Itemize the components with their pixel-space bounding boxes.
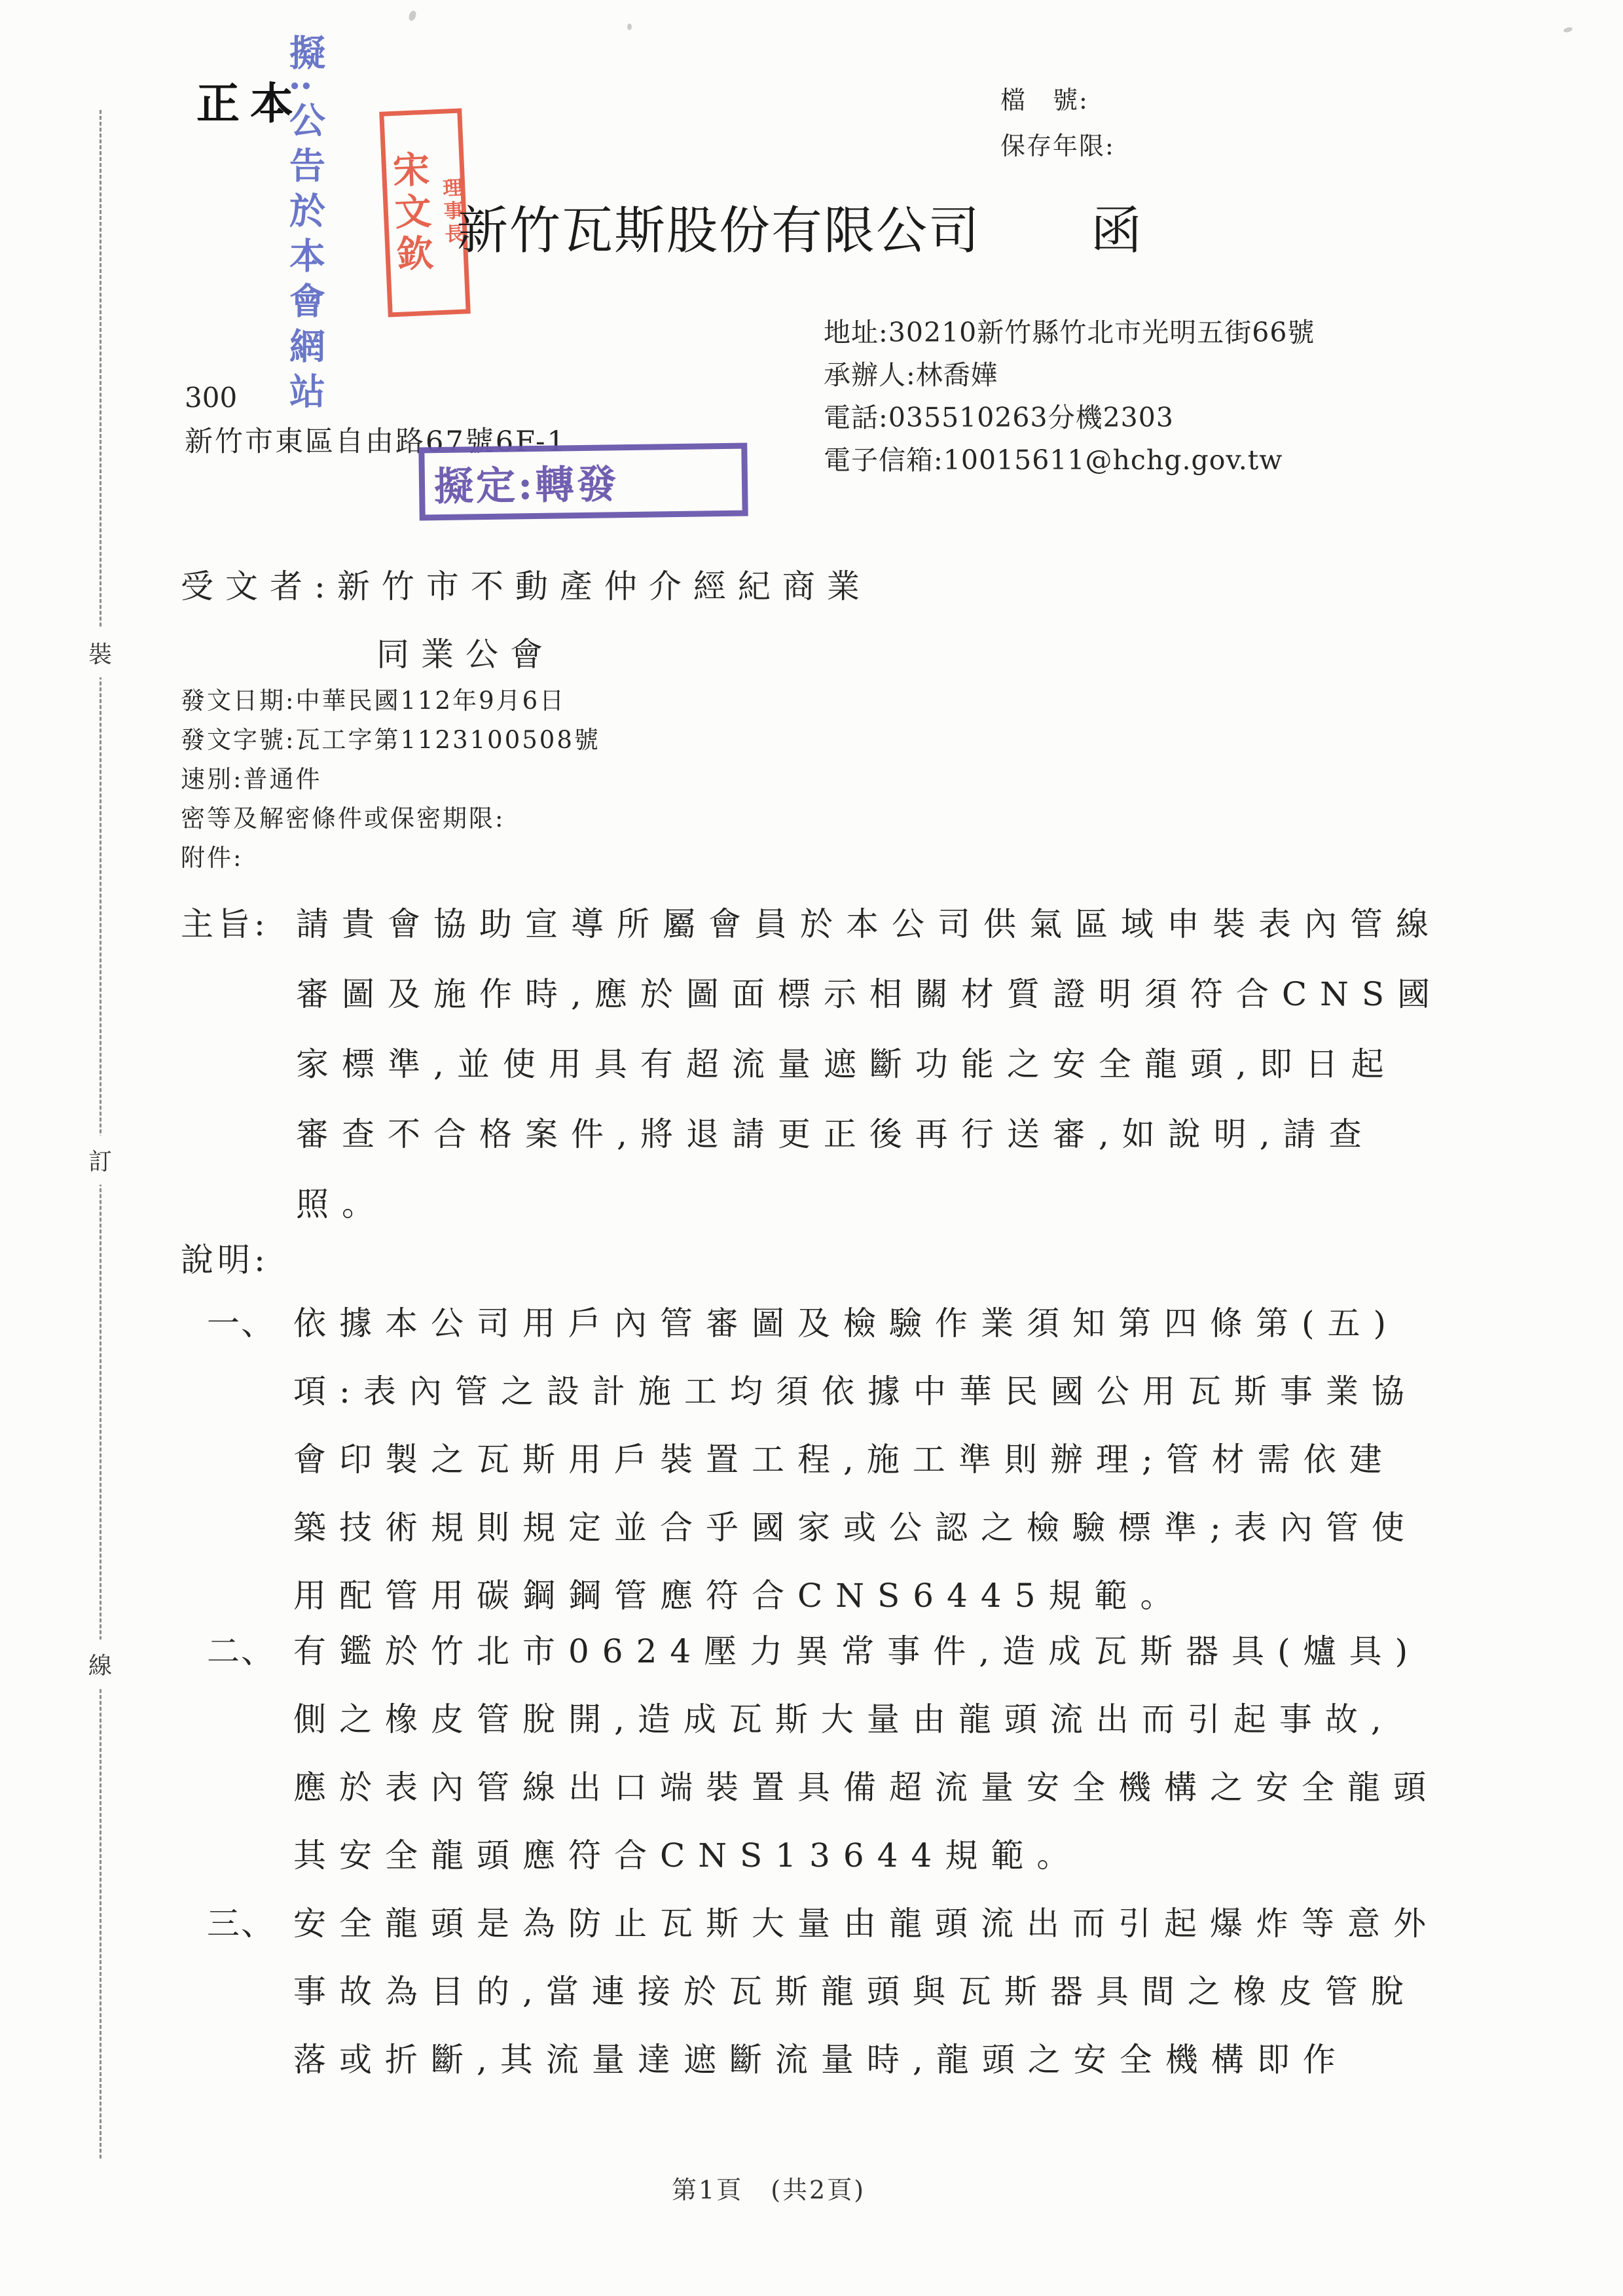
recipient-zip: 300 [185, 382, 238, 414]
sender-phone: 電話:035510263分機2303 [824, 402, 1174, 433]
subject-line: 審查不合格案件,將退請更正後再行送審,如說明,請查 [296, 1115, 1375, 1153]
binding-dashed-line [100, 110, 101, 2159]
item-3-line: 事故為目的,當連接於瓦斯龍頭與瓦斯器具間之橡皮管脫 [293, 1973, 1417, 2011]
sender-contact-block [824, 312, 1315, 482]
organization-title: 新竹瓦斯股份有限公司 [457, 202, 981, 260]
document-type: 函 [1091, 202, 1144, 260]
chairman-stamp-title: 理事長 [438, 177, 465, 247]
item-2-line: 應於表內管線出口端裝置具備超流量安全機構之安全龍頭 [293, 1768, 1439, 1806]
item-1-line: 築技術規則規定並合乎國家或公認之檢驗標準;表內管使 [293, 1509, 1417, 1547]
sender-email: 電子信箱:10015611@hchg.gov.tw [824, 444, 1283, 476]
binding-mark-ding: 訂 [82, 1136, 118, 1185]
sender-contact-person: 承辦人:林喬嬅 [824, 359, 998, 391]
subject-line: 照。 [296, 1185, 388, 1223]
item-2-line: 側之橡皮管脫開,造成瓦斯大量由龍頭流出而引起事故, [293, 1700, 1395, 1738]
scan-speck [408, 10, 418, 22]
binding-mark-zhuang: 裝 [82, 628, 118, 677]
page-footer [672, 2170, 866, 2206]
retention-period-label: 保存年限: [1000, 132, 1115, 160]
item-2-line: 有鑑於竹北市0624壓力異常事件,造成瓦斯器具(爐具) [293, 1632, 1421, 1670]
binding-mark-xian: 線 [82, 1640, 118, 1689]
scan-speck [627, 24, 632, 30]
item-1-line: 依據本公司用戶內管審圖及檢驗作業須知第四條第(五) [293, 1304, 1400, 1342]
item-1-line: 會印製之瓦斯用戶裝置工程,施工準則辦理;管材需依建 [293, 1441, 1395, 1479]
item-3-line: 安全龍頭是為防止瓦斯大量由龍頭流出而引起爆炸等意外 [293, 1905, 1439, 1943]
chairman-stamp-text [382, 148, 468, 277]
meta-issue-date: 發文日期:中華民國112年9月6日 [181, 687, 566, 715]
recipient-line1: 受文者:新竹市不動產仲介經紀商業 [181, 567, 871, 605]
meta-doc-number: 發文字號:瓦工字第1123100508號 [181, 726, 600, 754]
recipient-street: 新竹市東區自由路67號6F-1 [185, 425, 567, 458]
chairman-stamp-name: 宋文欽 [386, 149, 435, 278]
meta-secrecy: 密等及解密條件或保密期限: [181, 804, 505, 833]
recipient-line2: 同業公會 [376, 636, 555, 673]
approval-stamp: 擬定:轉發 [418, 443, 748, 521]
meta-speed-class: 速別:普通件 [181, 765, 322, 793]
scan-speck [1563, 26, 1573, 33]
subject-line: 請貴會協助宣導所屬會員於本公司供氣區域申裝表內管線 [296, 905, 1442, 943]
subject-line: 審圖及施作時,應於圖面標示相關材質證明須符合CNS國 [296, 975, 1444, 1013]
item-3-number: 三、 [207, 1905, 275, 1943]
document-title-row [457, 190, 1143, 263]
item-2-number: 二、 [207, 1632, 275, 1670]
footer-total-pages: (共2頁) [771, 2176, 866, 2204]
sender-address: 地址:30210新竹縣竹北市光明五街66號 [824, 317, 1315, 348]
file-number-label: 檔 號: [1000, 86, 1089, 115]
meta-attachment: 附件: [181, 844, 244, 872]
footer-page-number: 第1頁 [672, 2176, 744, 2204]
subject-label: 主旨: [181, 905, 269, 943]
copy-type-label: 正本 [196, 78, 304, 129]
description-label: 說明: [181, 1241, 269, 1279]
item-1-line: 用配管用碳鋼鋼管應符合CNS6445規範。 [293, 1577, 1186, 1615]
subject-line: 家標準,並使用具有超流量遮斷功能之安全龍頭,即日起 [296, 1045, 1397, 1083]
item-1-number: 一、 [207, 1304, 275, 1342]
item-1-line: 項:表內管之設計施工均須依據中華民國公用瓦斯事業協 [293, 1372, 1417, 1410]
item-3-line: 落或折斷,其流量達遮斷流量時,龍頭之安全機構即作 [293, 2041, 1349, 2079]
handwritten-blue-note: 擬:公告於本會網站 [283, 34, 326, 418]
item-2-line: 其安全龍頭應符合CNS13644規範。 [293, 1837, 1083, 1874]
